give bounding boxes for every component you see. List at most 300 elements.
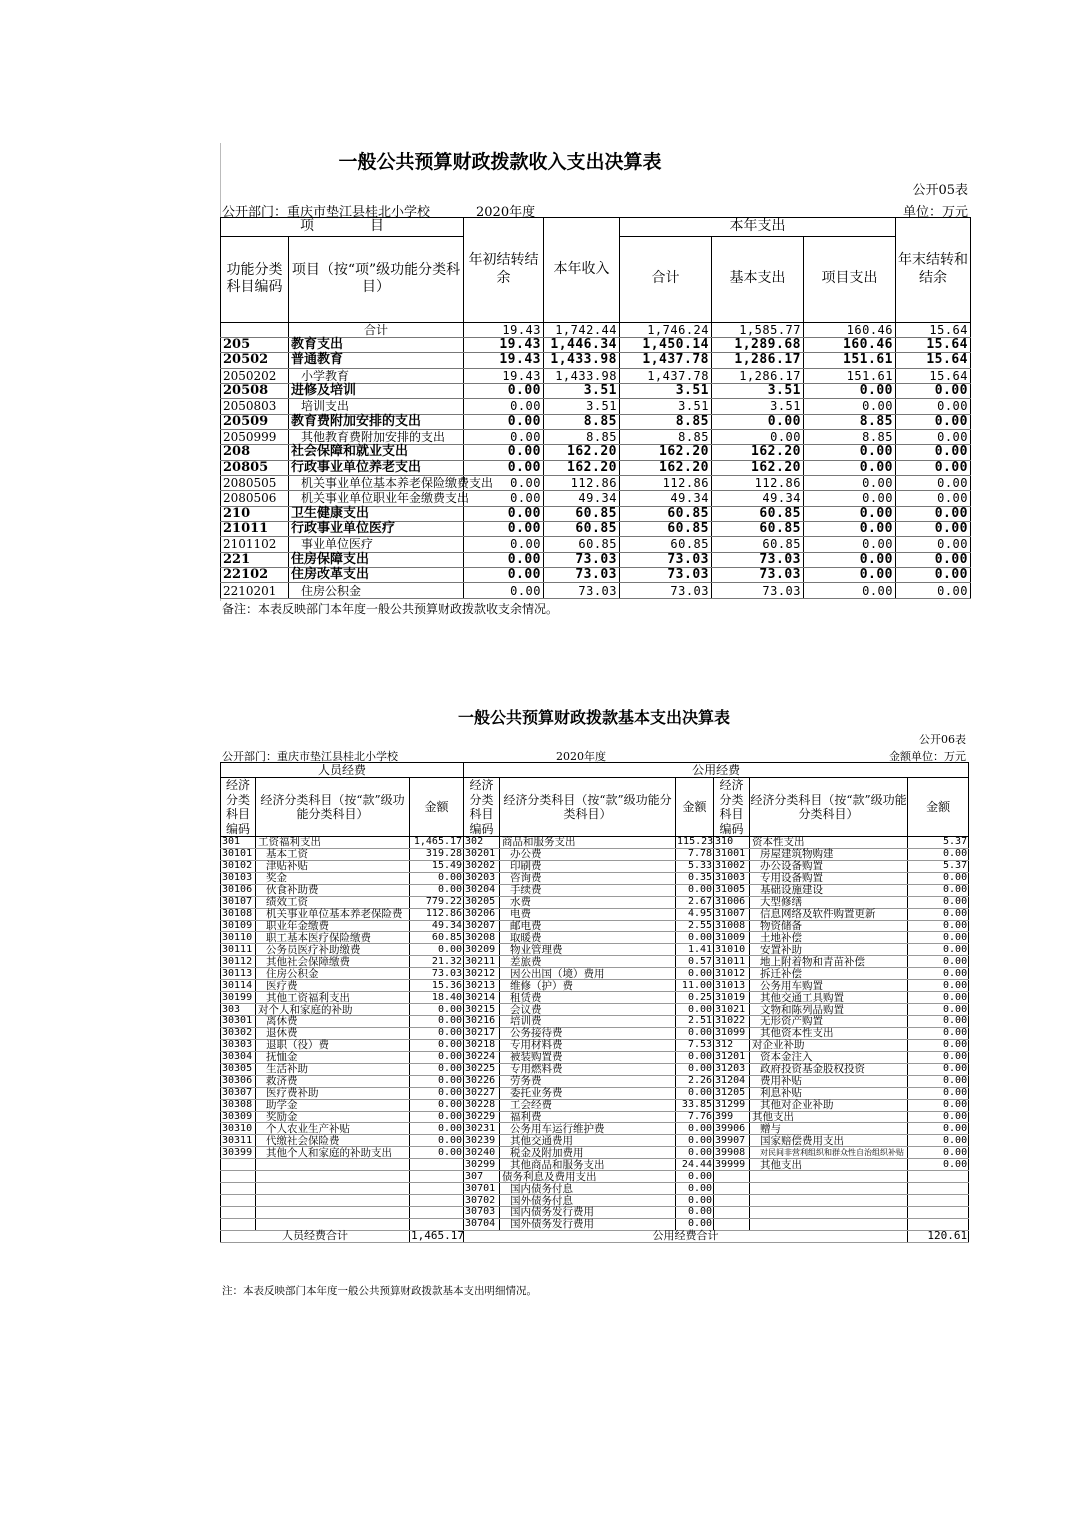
cell-code: 30704 <box>464 1218 500 1230</box>
cell-code: 20509 <box>221 414 289 429</box>
cell-code <box>221 1171 256 1183</box>
cell-code: 20508 <box>221 383 289 398</box>
cell-name: 绩效工资 <box>256 896 410 908</box>
cell-num: 73.03 <box>410 968 464 980</box>
cell-num: 0.00 <box>410 1016 464 1028</box>
cell-code: 30306 <box>221 1075 256 1087</box>
cell-num: 0.00 <box>908 896 969 908</box>
table-row <box>221 445 971 460</box>
cell-total: 73.03 <box>620 552 712 567</box>
cell-code: 31021 <box>714 1004 750 1016</box>
cell-code: 31099 <box>714 1027 750 1039</box>
cell-end: 0.00 <box>896 491 971 506</box>
cell-name: 商品和服务支出 <box>500 836 676 848</box>
cell-name: 普通教育 <box>289 353 464 368</box>
cell-basic: 0.00 <box>712 429 804 444</box>
cell-name: 公务接待费 <box>500 1027 676 1039</box>
table1-year: 2020年度 <box>476 205 536 220</box>
cell-project: 160.46 <box>804 337 896 352</box>
cell-name: 其他交通费用 <box>500 1135 676 1147</box>
cell-name: 水费 <box>500 896 676 908</box>
header-amount-1: 金额 <box>410 778 464 837</box>
cell-name: 信息网络及软件购置更新 <box>750 908 908 920</box>
cell-num: 33.85 <box>676 1099 714 1111</box>
cell-num: 0.00 <box>410 1111 464 1123</box>
cell-code: 30204 <box>464 884 500 896</box>
cell-num: 0.00 <box>676 1063 714 1075</box>
table2-unit: 金额单位：万元 <box>889 750 966 763</box>
cell-num: 0.57 <box>676 956 714 968</box>
cell-basic: 0.00 <box>712 414 804 429</box>
cell-income: 60.85 <box>544 506 620 521</box>
cell-income: 60.85 <box>544 537 620 552</box>
cell-num: 7.76 <box>676 1111 714 1123</box>
cell-code: 30239 <box>464 1135 500 1147</box>
cell-begin: 19.43 <box>464 322 544 337</box>
cell-total: 1,437.78 <box>620 368 712 383</box>
header-name-3: 经济分类科目（按“款”级功能分类科目） <box>750 778 908 837</box>
cell-name: 事业单位医疗 <box>289 537 464 552</box>
cell-num: 0.00 <box>908 1111 969 1123</box>
cell-num: 0.00 <box>410 1147 464 1159</box>
cell-code: 30305 <box>221 1063 256 1075</box>
cell-num: 0.00 <box>676 1004 714 1016</box>
table-row <box>221 429 971 444</box>
cell-name: 离休费 <box>256 1016 410 1028</box>
cell-name: 办公设备购置 <box>750 860 908 872</box>
cell-name <box>750 1218 908 1230</box>
cell-name: 政府投资基金股权投资 <box>750 1063 908 1075</box>
cell-basic: 1,289.68 <box>712 337 804 352</box>
cell-name: 奖励金 <box>256 1111 410 1123</box>
cell-code: 22102 <box>221 568 289 583</box>
cell-name: 取暖费 <box>500 932 676 944</box>
table-row <box>221 1207 969 1219</box>
cell-num: 0.00 <box>908 920 969 932</box>
cell-name: 行政事业单位养老支出 <box>289 460 464 475</box>
cell-begin: 0.00 <box>464 506 544 521</box>
cell-project: 0.00 <box>804 491 896 506</box>
cell-code: 312 <box>714 1039 750 1051</box>
cell-name <box>750 1207 908 1219</box>
cell-name: 住房公积金 <box>289 583 464 598</box>
cell-code: 31203 <box>714 1063 750 1075</box>
cell-name: 行政事业单位医疗 <box>289 521 464 536</box>
cell-end: 0.00 <box>896 583 971 598</box>
cell-code: 30303 <box>221 1039 256 1051</box>
cell-num: 112.86 <box>410 908 464 920</box>
cell-code: 30110 <box>221 932 256 944</box>
cell-project: 0.00 <box>804 568 896 583</box>
cell-total: 3.51 <box>620 399 712 414</box>
cell-end: 0.00 <box>896 506 971 521</box>
table-row <box>221 944 969 956</box>
cell-basic: 49.34 <box>712 491 804 506</box>
cell-begin: 0.00 <box>464 475 544 490</box>
cell-end: 15.64 <box>896 322 971 337</box>
cell-code: 30216 <box>464 1016 500 1028</box>
cell-total: 1,746.24 <box>620 322 712 337</box>
table-row <box>221 836 969 848</box>
table-row <box>221 1171 969 1183</box>
cell-code <box>714 1207 750 1219</box>
cell-code <box>221 1159 256 1171</box>
cell-name: 房屋建筑物购建 <box>750 848 908 860</box>
cell-code <box>221 1207 256 1219</box>
cell-name <box>256 1171 410 1183</box>
cell-num: 2.67 <box>676 896 714 908</box>
cell-name: 教育费附加安排的支出 <box>289 414 464 429</box>
cell-code: 30203 <box>464 872 500 884</box>
cell-code: 30213 <box>464 980 500 992</box>
cell-code: 30199 <box>221 992 256 1004</box>
cell-code: 20502 <box>221 353 289 368</box>
cell-income: 3.51 <box>544 399 620 414</box>
table-row <box>221 992 969 1004</box>
cell-name: 医疗费 <box>256 980 410 992</box>
cell-name: 国家赔偿费用支出 <box>750 1135 908 1147</box>
table-row <box>221 1027 969 1039</box>
header-name-2: 经济分类科目（按“款”级功能分类科目） <box>500 778 676 837</box>
cell-name: 其他资本性支出 <box>750 1027 908 1039</box>
table-row <box>221 1075 969 1087</box>
table-row <box>221 475 971 490</box>
cell-begin: 0.00 <box>464 445 544 460</box>
cell-income: 8.85 <box>544 429 620 444</box>
cell-num: 0.00 <box>676 884 714 896</box>
cell-name: 公务员医疗补助缴费 <box>256 944 410 956</box>
cell-code <box>714 1195 750 1207</box>
cell-code: 30214 <box>464 992 500 1004</box>
cell-num: 0.00 <box>908 1099 969 1111</box>
cell-name: 印刷费 <box>500 860 676 872</box>
cell-code: 31299 <box>714 1099 750 1111</box>
cell-num: 0.00 <box>676 1027 714 1039</box>
cell-name: 职业年金缴费 <box>256 920 410 932</box>
cell-total: 60.85 <box>620 521 712 536</box>
cell-num <box>908 1171 969 1183</box>
header-annual-group: 本年支出 <box>620 218 896 237</box>
cell-code: 31019 <box>714 992 750 1004</box>
cell-name: 其他对企业补助 <box>750 1099 908 1111</box>
cell-end: 0.00 <box>896 552 971 567</box>
cell-name: 办公费 <box>500 848 676 860</box>
cell-end: 0.00 <box>896 475 971 490</box>
cell-num: 115.23 <box>677 836 714 848</box>
table2-year: 2020年度 <box>556 750 606 763</box>
cell-num: 0.00 <box>410 1099 464 1111</box>
cell-income: 1,433.98 <box>544 368 620 383</box>
cell-basic: 3.51 <box>712 383 804 398</box>
cell-num <box>908 1195 969 1207</box>
cell-num: 0.00 <box>676 1218 714 1230</box>
cell-income: 1,433.98 <box>544 353 620 368</box>
cell-num: 1.41 <box>676 944 714 956</box>
cell-basic: 3.51 <box>712 399 804 414</box>
table-row <box>221 383 971 398</box>
income-expense-table <box>220 217 971 599</box>
cell-code: 302 <box>464 836 500 848</box>
cell-num: 0.00 <box>908 1087 969 1099</box>
cell-code: 30114 <box>221 980 256 992</box>
cell-name: 其他工资福利支出 <box>256 992 410 1004</box>
cell-num: 4.95 <box>676 908 714 920</box>
cell-name: 国内债务发行费用 <box>500 1207 676 1219</box>
cell-num: 0.00 <box>908 1147 969 1159</box>
cell-num: 0.00 <box>410 944 464 956</box>
cell-name: 基本工资 <box>256 848 410 860</box>
cell-name: 对企业补助 <box>750 1039 908 1051</box>
cell-name: 租赁费 <box>500 992 676 1004</box>
header-public: 公用经费 <box>464 763 969 778</box>
cell-code: 30106 <box>221 884 256 896</box>
cell-num: 0.00 <box>676 1147 714 1159</box>
cell-total: 162.20 <box>620 460 712 475</box>
cell-name: 基础设施建设 <box>750 884 908 896</box>
cell-code: 30202 <box>464 860 500 872</box>
table-row <box>221 491 971 506</box>
cell-name: 手续费 <box>500 884 676 896</box>
cell-name: 因公出国（境）费用 <box>500 968 676 980</box>
personnel-total-label: 人员经费合计 <box>221 1230 410 1242</box>
cell-income: 3.51 <box>544 383 620 398</box>
cell-num: 24.44 <box>676 1159 714 1171</box>
cell-code: 30209 <box>464 944 500 956</box>
cell-name: 电费 <box>500 908 676 920</box>
cell-total: 1,450.14 <box>620 337 712 352</box>
cell-name: 其他支出 <box>750 1159 908 1171</box>
cell-num: 0.00 <box>410 872 464 884</box>
cell-total: 73.03 <box>620 568 712 583</box>
table-row <box>221 872 969 884</box>
cell-code <box>221 1218 256 1230</box>
table-row <box>221 460 971 475</box>
cell-code: 31011 <box>714 956 750 968</box>
cell-end: 15.64 <box>896 337 971 352</box>
cell-code: 31007 <box>714 908 750 920</box>
cell-name: 拆迁补偿 <box>750 968 908 980</box>
cell-name: 维修（护）费 <box>500 980 676 992</box>
cell-name: 利息补贴 <box>750 1087 908 1099</box>
header-personnel: 人员经费 <box>221 763 464 778</box>
header-name-1: 经济分类科目（按“款”级功能分类科目） <box>256 778 410 837</box>
cell-name: 无形资产购置 <box>750 1016 908 1028</box>
header-project-group: 项 目 <box>221 218 464 237</box>
cell-code: 30231 <box>464 1123 500 1135</box>
cell-num <box>410 1207 464 1219</box>
cell-income: 73.03 <box>544 583 620 598</box>
cell-basic: 162.20 <box>712 445 804 460</box>
cell-begin: 0.00 <box>464 383 544 398</box>
cell-name: 税金及附加费用 <box>500 1147 676 1159</box>
cell-name: 对民间非营利组织和群众性自治组织补贴 <box>750 1147 908 1159</box>
cell-project: 0.00 <box>804 460 896 475</box>
table-row <box>221 568 971 583</box>
cell-code: 30103 <box>221 872 256 884</box>
cell-name <box>256 1207 410 1219</box>
cell-num: 0.00 <box>676 968 714 980</box>
cell-begin: 0.00 <box>464 521 544 536</box>
header-income: 本年收入 <box>544 218 620 323</box>
cell-code <box>221 322 289 337</box>
cell-code: 31009 <box>714 932 750 944</box>
table-row <box>221 1099 969 1111</box>
cell-basic: 73.03 <box>712 552 804 567</box>
cell-income: 162.20 <box>544 445 620 460</box>
cell-num: 15.36 <box>410 980 464 992</box>
cell-code: 210 <box>221 506 289 521</box>
cell-name: 公务用车购置 <box>750 980 908 992</box>
cell-num: 60.85 <box>410 932 464 944</box>
cell-name: 会议费 <box>500 1004 676 1016</box>
header-amount-2: 金额 <box>676 778 714 837</box>
cell-num: 0.00 <box>908 1004 969 1016</box>
public-total: 120.61 <box>908 1230 969 1242</box>
cell-begin: 0.00 <box>464 537 544 552</box>
header-code-1: 经济分类科目编码 <box>221 778 256 837</box>
cell-begin: 0.00 <box>464 568 544 583</box>
cell-name <box>750 1171 908 1183</box>
cell-num: 0.00 <box>676 1123 714 1135</box>
table-row <box>221 1039 969 1051</box>
cell-num: 0.00 <box>676 1195 714 1207</box>
table-row <box>221 1051 969 1063</box>
cell-end: 0.00 <box>896 445 971 460</box>
table-row <box>221 920 969 932</box>
cell-code: 30113 <box>221 968 256 980</box>
cell-name: 其他商品和服务支出 <box>500 1159 676 1171</box>
cell-begin: 19.43 <box>464 353 544 368</box>
cell-num <box>410 1183 464 1195</box>
cell-end: 0.00 <box>896 429 971 444</box>
cell-num: 1,465.17 <box>410 836 464 848</box>
cell-num: 2.51 <box>676 1016 714 1028</box>
cell-begin: 0.00 <box>464 491 544 506</box>
cell-end: 0.00 <box>896 460 971 475</box>
cell-name: 卫生健康支出 <box>289 506 464 521</box>
table1-body <box>221 322 971 598</box>
cell-code: 30701 <box>464 1183 500 1195</box>
cell-num: 0.00 <box>908 1051 969 1063</box>
cell-basic: 1,286.17 <box>712 368 804 383</box>
cell-name: 教育支出 <box>289 337 464 352</box>
cell-code: 205 <box>221 337 289 352</box>
cell-num: 7.78 <box>676 848 714 860</box>
cell-code: 221 <box>221 552 289 567</box>
cell-name: 物资储备 <box>750 920 908 932</box>
table-row <box>221 1111 969 1123</box>
table1-note: 备注：本表反映部门本年度一般公共预算财政拨款收支余情况。 <box>222 602 559 616</box>
cell-name: 小学教育 <box>289 368 464 383</box>
header-total: 合计 <box>620 236 712 322</box>
table-row <box>221 1087 969 1099</box>
cell-end: 0.00 <box>896 521 971 536</box>
public-total-label: 公用经费合计 <box>464 1230 908 1242</box>
cell-begin: 0.00 <box>464 552 544 567</box>
cell-name: 国外债务发行费用 <box>500 1218 676 1230</box>
table-row <box>221 552 971 567</box>
cell-num <box>908 1183 969 1195</box>
header-basic: 基本支出 <box>712 236 804 322</box>
cell-name: 住房保障支出 <box>289 552 464 567</box>
table-row <box>221 521 971 536</box>
cell-code: 30111 <box>221 944 256 956</box>
cell-basic: 60.85 <box>712 521 804 536</box>
cell-basic: 60.85 <box>712 506 804 521</box>
cell-code: 208 <box>221 445 289 460</box>
cell-code: 39999 <box>714 1159 750 1171</box>
personnel-total: 1,465.17 <box>411 1229 464 1243</box>
table-row <box>221 399 971 414</box>
header-code-3: 经济分类科目编码 <box>714 778 750 837</box>
cell-code: 31006 <box>714 896 750 908</box>
cell-begin: 0.00 <box>464 414 544 429</box>
cell-code: 30205 <box>464 896 500 908</box>
cell-project: 0.00 <box>804 445 896 460</box>
cell-begin: 0.00 <box>464 583 544 598</box>
cell-name: 其他交通工具购置 <box>750 992 908 1004</box>
cell-name: 工会经费 <box>500 1099 676 1111</box>
table-row <box>221 353 971 368</box>
cell-code <box>221 1183 256 1195</box>
cell-begin: 0.00 <box>464 399 544 414</box>
cell-total: 60.85 <box>620 537 712 552</box>
cell-name: 代缴社会保险费 <box>256 1135 410 1147</box>
cell-name: 进修及培训 <box>289 383 464 398</box>
cell-num: 49.34 <box>410 920 464 932</box>
cell-name: 社会保障和就业支出 <box>289 445 464 460</box>
cell-code: 21011 <box>221 521 289 536</box>
cell-code: 31205 <box>714 1087 750 1099</box>
cell-code: 30703 <box>464 1207 500 1219</box>
cell-name: 国外债务付息 <box>500 1195 676 1207</box>
cell-num: 0.00 <box>676 1171 714 1183</box>
cell-total: 8.85 <box>620 429 712 444</box>
table-row <box>221 1159 969 1171</box>
cell-num: 2.26 <box>676 1075 714 1087</box>
cell-name: 债务利息及费用支出 <box>500 1171 676 1183</box>
cell-num: 0.00 <box>676 1087 714 1099</box>
cell-code: 2210201 <box>221 583 289 598</box>
cell-end: 0.00 <box>896 399 971 414</box>
cell-code: 31022 <box>714 1016 750 1028</box>
table-row <box>221 968 969 980</box>
cell-num: 0.00 <box>908 968 969 980</box>
cell-name: 其他个人和家庭的补助支出 <box>256 1147 410 1159</box>
cell-basic: 73.03 <box>712 568 804 583</box>
cell-num: 0.00 <box>908 932 969 944</box>
cell-begin: 0.00 <box>464 460 544 475</box>
cell-num: 0.00 <box>908 1027 969 1039</box>
cell-basic: 162.20 <box>712 460 804 475</box>
cell-num: 0.00 <box>908 1135 969 1147</box>
cell-num <box>410 1159 464 1171</box>
cell-num: 0.00 <box>908 884 969 896</box>
cell-end: 15.64 <box>896 368 971 383</box>
cell-num: 0.00 <box>908 1075 969 1087</box>
cell-name: 文物和陈列品购置 <box>750 1004 908 1016</box>
cell-num: 0.00 <box>908 1159 969 1171</box>
cell-end: 0.00 <box>896 537 971 552</box>
cell-name: 住房改革支出 <box>289 568 464 583</box>
cell-basic: 1,585.77 <box>712 322 804 337</box>
cell-name: 福利费 <box>500 1111 676 1123</box>
cell-name <box>750 1183 908 1195</box>
cell-code: 307 <box>464 1171 500 1183</box>
cell-basic: 60.85 <box>712 537 804 552</box>
table-row <box>221 848 969 860</box>
cell-name: 对个人和家庭的补助 <box>256 1004 410 1016</box>
